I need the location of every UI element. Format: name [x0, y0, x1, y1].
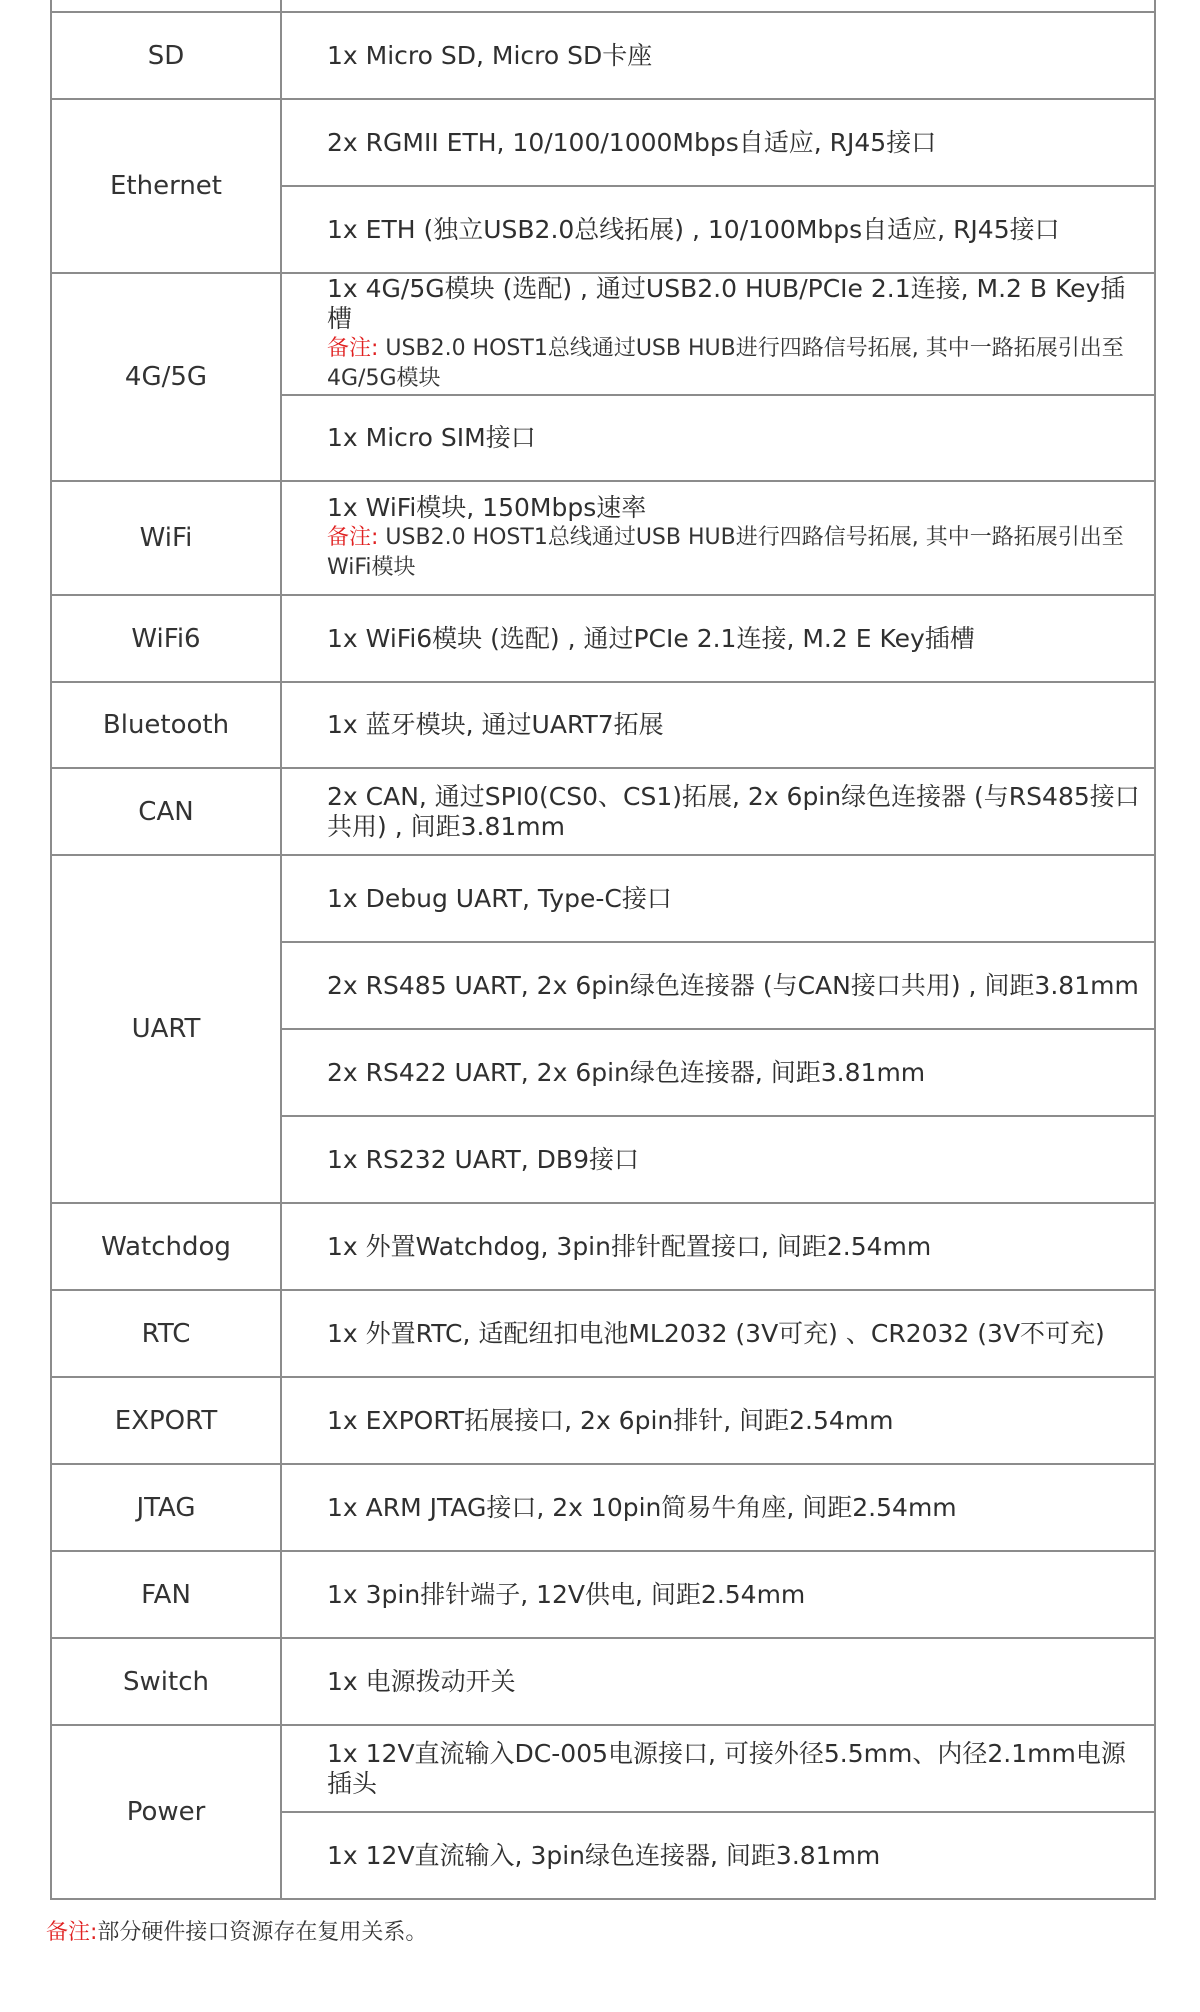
- category-export: EXPORT: [51, 1377, 281, 1464]
- detail-fan: 1x 3pin排针端子, 12V供电, 间距2.54mm: [281, 1551, 1155, 1638]
- detail-uart-4: 1x RS232 UART, DB9接口: [281, 1116, 1155, 1203]
- detail-note: [327, 334, 1144, 394]
- table-row-wifi6: [51, 595, 1155, 682]
- detail-export: 1x EXPORT拓展接口, 2x 6pin排针, 间距2.54mm: [281, 1377, 1155, 1464]
- detail-ethernet-1: 2x RGMII ETH, 10/100/1000Mbps自适应, RJ45接口: [281, 99, 1155, 186]
- detail-watchdog: 1x 外置Watchdog, 3pin排针配置接口, 间距2.54mm: [281, 1203, 1155, 1290]
- table-row-sd: [51, 12, 1155, 99]
- cell-empty: [281, 0, 1155, 12]
- category-switch: Switch: [51, 1638, 281, 1725]
- note-label: 备注:: [327, 336, 379, 361]
- note-label: 备注:: [327, 525, 379, 550]
- detail-rtc: 1x 外置RTC, 适配纽扣电池ML2032 (3V可充) 、CR2032 (3V不可充): [281, 1290, 1155, 1377]
- detail-wifi: [281, 481, 1155, 595]
- table-row-can: [51, 768, 1155, 855]
- detail-4g5g-text: 1x 4G/5G模块 (选配) , 通过USB2.0 HUB/PCIe 2.1连接, M.2 B Key插槽: [327, 274, 1126, 333]
- category-fan: FAN: [51, 1551, 281, 1638]
- detail-bluetooth: 1x 蓝牙模块, 通过UART7拓展: [281, 682, 1155, 768]
- spec-table: [50, 0, 1156, 1900]
- table-row-4g5g: [51, 273, 1155, 395]
- table-row-switch: [51, 1638, 1155, 1725]
- detail-can: 2x CAN, 通过SPI0(CS0、CS1)拓展, 2x 6pin绿色连接器 (与RS485接口共用) , 间距3.81mm: [281, 768, 1155, 855]
- category-wifi6: WiFi6: [51, 595, 281, 682]
- table-row-fan: [51, 1551, 1155, 1638]
- category-rtc: RTC: [51, 1290, 281, 1377]
- category-watchdog: Watchdog: [51, 1203, 281, 1290]
- cell-empty: [51, 0, 281, 12]
- detail-note: [327, 523, 1144, 583]
- detail-sd: 1x Micro SD, Micro SD卡座: [281, 12, 1155, 99]
- table-row-rtc: [51, 1290, 1155, 1377]
- category-ethernet: Ethernet: [51, 99, 281, 273]
- table-row-top-partial: [51, 0, 1155, 12]
- category-jtag: JTAG: [51, 1464, 281, 1551]
- detail-power-1: 1x 12V直流输入DC-005电源接口, 可接外径5.5mm、内径2.1mm电源插头: [281, 1725, 1155, 1812]
- table-row-ethernet: [51, 99, 1155, 186]
- footer-note-text: 部分硬件接口资源存在复用关系。: [97, 1920, 428, 1945]
- table-row-export: [51, 1377, 1155, 1464]
- category-can: CAN: [51, 768, 281, 855]
- table-row-uart: [51, 855, 1155, 942]
- note-text: USB2.0 HOST1总线通过USB HUB进行四路信号拓展, 其中一路拓展引出至4G/5G模块: [327, 336, 1124, 391]
- footer-note-label: 备注:: [46, 1920, 98, 1945]
- category-sd: SD: [51, 12, 281, 99]
- detail-uart-1: 1x Debug UART, Type-C接口: [281, 855, 1155, 942]
- detail-jtag: 1x ARM JTAG接口, 2x 10pin简易牛角座, 间距2.54mm: [281, 1464, 1155, 1551]
- detail-ethernet-2: 1x ETH (独立USB2.0总线拓展) , 10/100Mbps自适应, RJ45接口: [281, 186, 1155, 273]
- footer-note: [46, 1915, 427, 1946]
- detail-4g5g-1: [281, 273, 1155, 395]
- detail-4g5g-2: 1x Micro SIM接口: [281, 395, 1155, 481]
- category-bluetooth: Bluetooth: [51, 682, 281, 768]
- table-row-power: [51, 1725, 1155, 1812]
- table-row-wifi: [51, 481, 1155, 595]
- note-text: USB2.0 HOST1总线通过USB HUB进行四路信号拓展, 其中一路拓展引出至WiFi模块: [327, 525, 1124, 580]
- table-row-watchdog: [51, 1203, 1155, 1290]
- detail-wifi6: 1x WiFi6模块 (选配) , 通过PCIe 2.1连接, M.2 E Key插槽: [281, 595, 1155, 682]
- detail-power-2: 1x 12V直流输入, 3pin绿色连接器, 间距3.81mm: [281, 1812, 1155, 1899]
- category-uart: UART: [51, 855, 281, 1203]
- detail-wifi-text: 1x WiFi模块, 150Mbps速率: [327, 493, 647, 522]
- table-row-jtag: [51, 1464, 1155, 1551]
- category-wifi: WiFi: [51, 481, 281, 595]
- category-power: Power: [51, 1725, 281, 1899]
- detail-uart-2: 2x RS485 UART, 2x 6pin绿色连接器 (与CAN接口共用) , 间距3.81mm: [281, 942, 1155, 1029]
- detail-switch: 1x 电源拨动开关: [281, 1638, 1155, 1725]
- table-row-bluetooth: [51, 682, 1155, 768]
- category-4g5g: 4G/5G: [51, 273, 281, 481]
- detail-uart-3: 2x RS422 UART, 2x 6pin绿色连接器, 间距3.81mm: [281, 1029, 1155, 1116]
